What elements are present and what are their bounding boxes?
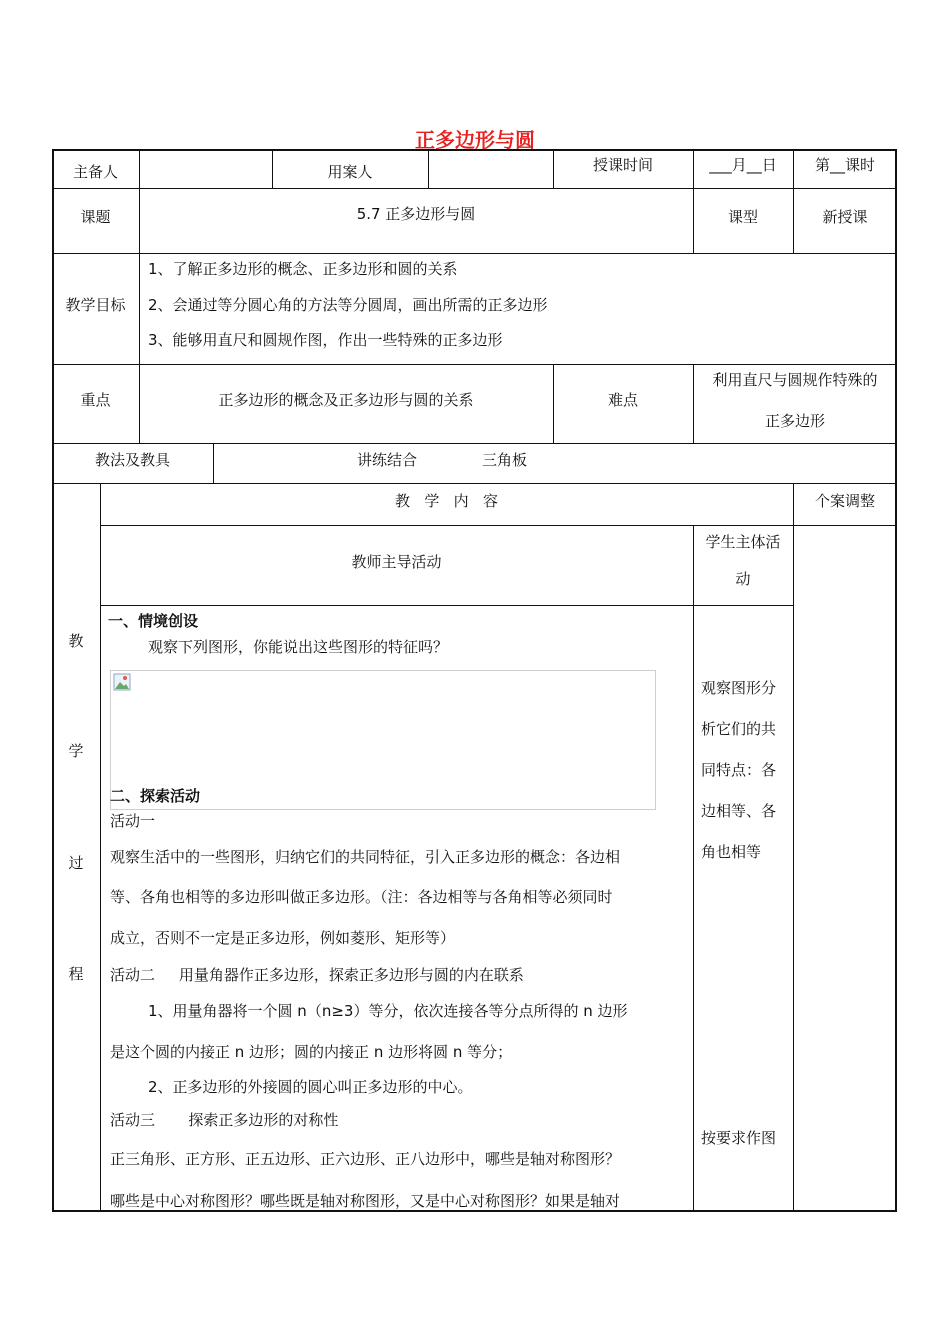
vline-r1-a (139, 149, 140, 253)
vline-methods (213, 443, 214, 483)
rule-subheader (100, 525, 897, 526)
rule-row4 (52, 364, 897, 365)
methods-label: 教法及教具 (94, 451, 170, 469)
difficulty-label: 难点 (607, 391, 638, 409)
key-point-label: 重点 (80, 391, 111, 409)
body-text: 观察下列图形，你能说出这些图形的特征吗？ (148, 638, 449, 656)
student-note: 析它们的共 (701, 720, 777, 738)
student-note: 同特点：各 (701, 761, 777, 779)
rule-row2 (52, 188, 897, 189)
section-title: 一、情境创设 (108, 612, 199, 630)
body-text: 1、用量角器将一个圆 n（n≥3）等分，依次连接各等分点所得的 n 边形 (148, 1002, 628, 1020)
student-header: 动 (735, 570, 751, 588)
vline-process-side (100, 483, 101, 1212)
method-value: 讲练结合 (357, 451, 418, 469)
vline-adjust (793, 483, 794, 1212)
goal-item: 2、会通过等分圆心角的方法等分圆周，画出所需的正多边形 (148, 296, 548, 314)
student-header: 学生主体活 (705, 533, 781, 551)
type-label: 课型 (727, 208, 758, 226)
body-text: 是这个圆的内接正 n 边形；圆的内接正 n 边形将圆 n 等分； (110, 1043, 513, 1061)
activity-title: 活动一 (110, 812, 156, 830)
body-text: 等、各角也相等的多边形叫做正多边形。（注：各边相等与各角相等必须同时 (110, 888, 613, 906)
activity-title: 活动二 用量角器作正多边形，探索正多边形与圆的内在联系 (110, 966, 524, 984)
process-side-char: 程 (68, 965, 84, 983)
process-side-char: 教 (68, 632, 84, 650)
broken-image-icon (113, 673, 131, 691)
rule-body (100, 605, 793, 606)
vline-r1-c (428, 149, 429, 188)
user-label: 用案人 (327, 163, 373, 181)
vline-student (693, 525, 694, 1212)
content-header: 教 学 内 容 (395, 492, 498, 510)
process-side-char: 过 (68, 854, 84, 872)
process-side-char: 学 (68, 742, 84, 760)
rule-row3 (52, 253, 897, 254)
teacher-header: 教师主导活动 (351, 553, 442, 571)
type-value: 新授课 (822, 208, 868, 226)
rule-row6 (52, 483, 897, 484)
rule-row5 (52, 443, 897, 444)
goal-item: 1、了解正多边形的概念、正多边形和圆的关系 (148, 260, 458, 278)
adjust-header: 个案调整 (814, 492, 875, 510)
preparer-label: 主备人 (72, 163, 118, 181)
body-text: 观察生活中的一些图形，归纳它们的共同特征，引入正多边形的概念：各边相 (110, 848, 621, 866)
body-text: 哪些是中心对称图形？哪些既是轴对称图形，又是中心对称图形？如果是轴对 (110, 1192, 621, 1210)
activity-title: 活动三 探索正多边形的对称性 (110, 1111, 339, 1129)
section-title: 二、探索活动 (110, 787, 201, 805)
body-text: 2、正多边形的外接圆的圆心叫正多边形的中心。 (148, 1078, 473, 1096)
body-text: 成立，否则不一定是正多边形，例如菱形、矩形等） (110, 929, 456, 947)
student-note: 按要求作图 (701, 1129, 777, 1147)
time-label: 授课时间 (592, 156, 653, 174)
key-point-value: 正多边形的概念及正多边形与圆的关系 (218, 391, 474, 409)
topic-label: 课题 (80, 208, 111, 226)
student-note: 角也相等 (701, 843, 762, 861)
student-note: 边相等、各 (701, 802, 777, 820)
date-field: ___月__日 (709, 156, 777, 174)
goals-label: 教学目标 (65, 296, 126, 314)
difficulty-line: 正多边形 (764, 412, 825, 430)
student-note: 观察图形分 (701, 679, 777, 697)
period-field: 第__课时 (814, 156, 875, 174)
document-title: 正多边形与圆 (415, 128, 535, 152)
topic-value: 5.7 正多边形与圆 (356, 205, 476, 223)
goal-item: 3、能够用直尺和圆规作图，作出一些特殊的正多边形 (148, 331, 503, 349)
body-text: 正三角形、正方形、正五边形、正六边形、正八边形中，哪些是轴对称图形？ (110, 1150, 621, 1168)
tool-value: 三角板 (482, 451, 528, 469)
difficulty-line: 利用直尺与圆规作特殊的 (712, 371, 878, 389)
vline-goals (139, 253, 140, 364)
